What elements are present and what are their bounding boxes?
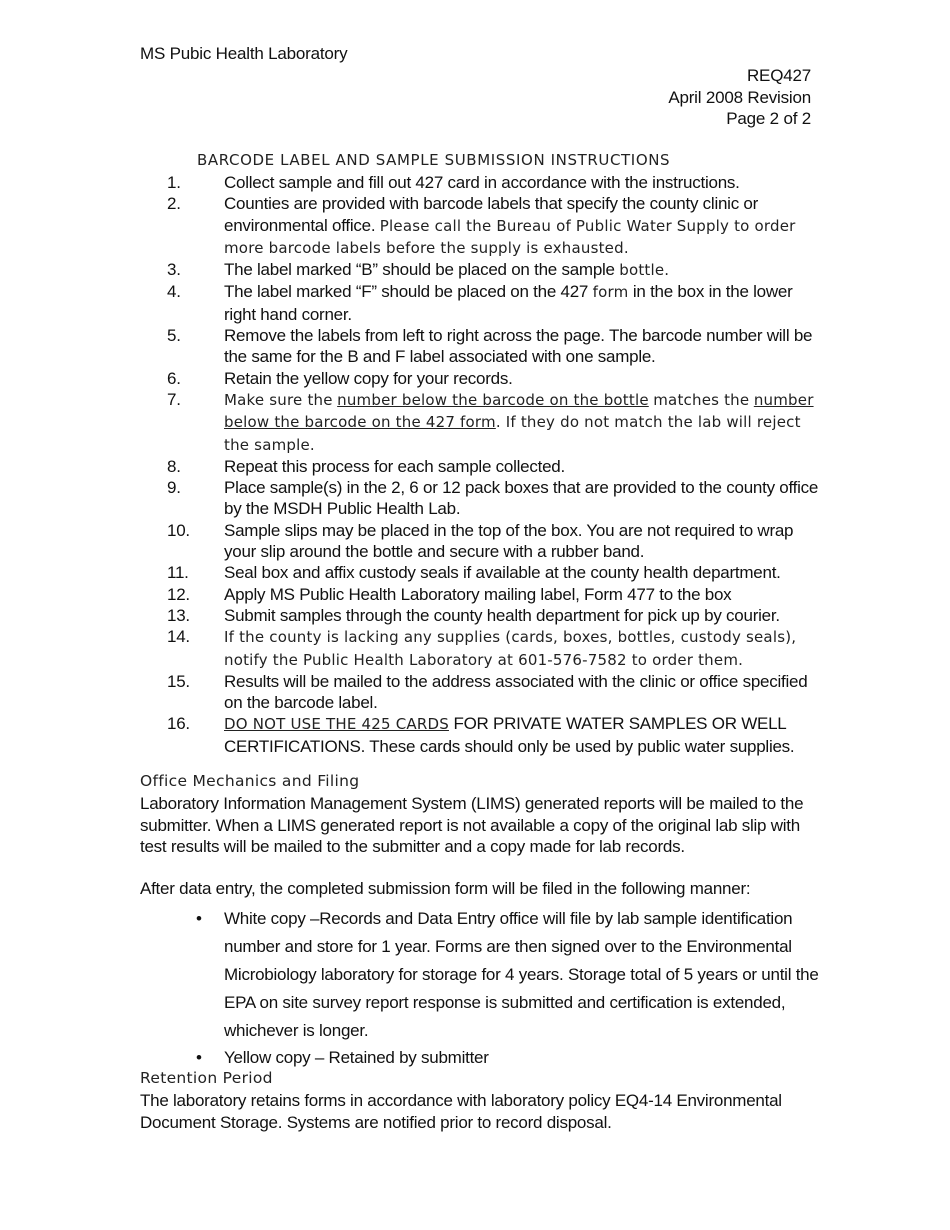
item-text: Remove the labels from left to right across the page. The barcode number will be the same for the B and F label associated with one sample. [224, 326, 813, 367]
item-number: 14. [167, 627, 190, 647]
item-number: 6. [167, 368, 181, 388]
section-title: BARCODE LABEL AND SAMPLE SUBMISSION INSTRUCTIONS [197, 151, 671, 169]
item-text: Sample slips may be placed in the top of the box. You are not required to wrap your slip around the bottle and secure with a rubber band. [224, 520, 794, 562]
underlined-text: number below the barcode on the 427 form [224, 390, 814, 432]
page-number: Page 2 of 2 [726, 109, 811, 128]
item-number: 3. [167, 260, 181, 280]
underlined-text: DO NOT USE THE 425 CARDS [224, 715, 449, 734]
list-item [140, 172, 820, 193]
office-mechanics-heading: Office Mechanics and Filing [140, 772, 360, 790]
item-number: 8. [167, 456, 181, 476]
item-text: Make sure the [224, 390, 333, 409]
bullet-text: Yellow copy – Retained by submitter [224, 1048, 489, 1067]
item-number: 13. [167, 605, 190, 625]
item-number: 12. [167, 584, 190, 604]
list-item [140, 389, 820, 456]
item-text-note: form [592, 283, 629, 302]
list-item [140, 368, 820, 389]
instruction-list [140, 172, 820, 757]
item-text: Collect sample and fill out 427 card in accordance with the instructions. [224, 173, 740, 192]
office-paragraph: Laboratory Information Management System (LIMS) generated reports will be mailed to the submitter. When a LIMS generated report is not available a copy of the original lab slip with test results will be mailed to the submitter and a copy made for lab records. [140, 794, 804, 856]
item-text-note: bottle. [619, 261, 670, 280]
item-text: If the county is lacking any supplies (cards, boxes, bottles, custody seals), notify the Public Health Laboratory at 601-576-7582 to order them. [224, 628, 797, 669]
list-item [140, 626, 820, 671]
list-item [140, 325, 820, 368]
item-text: Results will be mailed to the address associated with the clinic or office specified on the barcode label. [224, 671, 808, 713]
lab-name: MS Pubic Health Laboratory [140, 44, 348, 63]
list-item [140, 1046, 820, 1070]
list-item [140, 905, 820, 1045]
list-item [140, 605, 820, 626]
item-text: Seal box and affix custody seals if available at the county health department. [224, 563, 781, 583]
revision-date: April 2008 Revision [668, 87, 811, 107]
item-number: 16. [167, 714, 190, 734]
item-text-note: Please call the Bureau of Public Water Supply to order more barcode labels before the supply is exhausted. [224, 216, 796, 257]
list-item [140, 259, 820, 281]
list-item [140, 520, 820, 563]
filing-intro: After data entry, the completed submission form will be filed in the following manner: [140, 879, 751, 898]
item-text: The label marked “B” should be placed on the sample [224, 260, 615, 280]
list-item [140, 671, 820, 714]
item-text: in the box in the lower right hand corner. [224, 282, 793, 324]
list-item [140, 456, 820, 477]
item-text: Apply MS Public Health Laboratory mailing label, Form 477 to the box [224, 584, 732, 604]
item-text: Submit samples through the county health department for pick up by courier. [224, 605, 780, 625]
item-number: 5. [167, 326, 181, 346]
list-item [140, 193, 820, 259]
retention-heading: Retention Period [140, 1069, 273, 1087]
item-text: Retain the yellow copy for your records. [224, 368, 513, 388]
list-item [140, 584, 820, 605]
document-meta [668, 65, 811, 130]
item-number: 1. [167, 173, 181, 192]
filing-list [140, 905, 820, 1070]
item-text: . If they do not match the lab will reject the sample. [224, 413, 801, 454]
item-number: 7. [167, 389, 181, 409]
item-text: FOR PRIVATE WATER SAMPLES OR WELL CERTIFICATIONS. These cards should only be used by public water supplies. [224, 714, 795, 756]
item-text: matches the [653, 390, 750, 409]
form-id: REQ427 [746, 66, 811, 85]
item-number: 4. [167, 282, 181, 302]
list-item [140, 713, 820, 757]
bullet-icon: • [196, 1048, 202, 1067]
bullet-icon: • [196, 909, 202, 928]
list-item [140, 477, 820, 520]
item-number: 15. [167, 671, 190, 691]
item-text: Repeat this process for each sample collected. [224, 456, 565, 476]
item-number: 11. [167, 563, 189, 583]
bullet-text: White copy –Records and Data Entry office will file by lab sample identification number and store for 1 year. Forms are then signed over to the Environmental Microbiology laboratory for storage for 4 years. Storage total of 5 years or until the EPA on site survey report response is submitted and certification is extended, whichever is longer. [224, 909, 819, 1040]
list-item [140, 281, 820, 325]
item-number: 10. [167, 520, 190, 540]
list-item [140, 562, 820, 583]
item-number: 9. [167, 478, 181, 498]
item-text: The label marked “F” should be placed on the 427 [224, 282, 589, 302]
item-number: 2. [167, 194, 181, 214]
item-text: Counties are provided with barcode labels that specify the county clinic or environmental office. [224, 194, 759, 235]
underlined-text: number below the barcode on the bottle [337, 390, 649, 409]
retention-paragraph: The laboratory retains forms in accordance with laboratory policy EQ4-14 Environmental Document Storage. Systems are notified prior to record disposal. [140, 1091, 782, 1132]
item-text: Place sample(s) in the 2, 6 or 12 pack boxes that are provided to the county office by the MSDH Public Health Lab. [224, 478, 819, 519]
